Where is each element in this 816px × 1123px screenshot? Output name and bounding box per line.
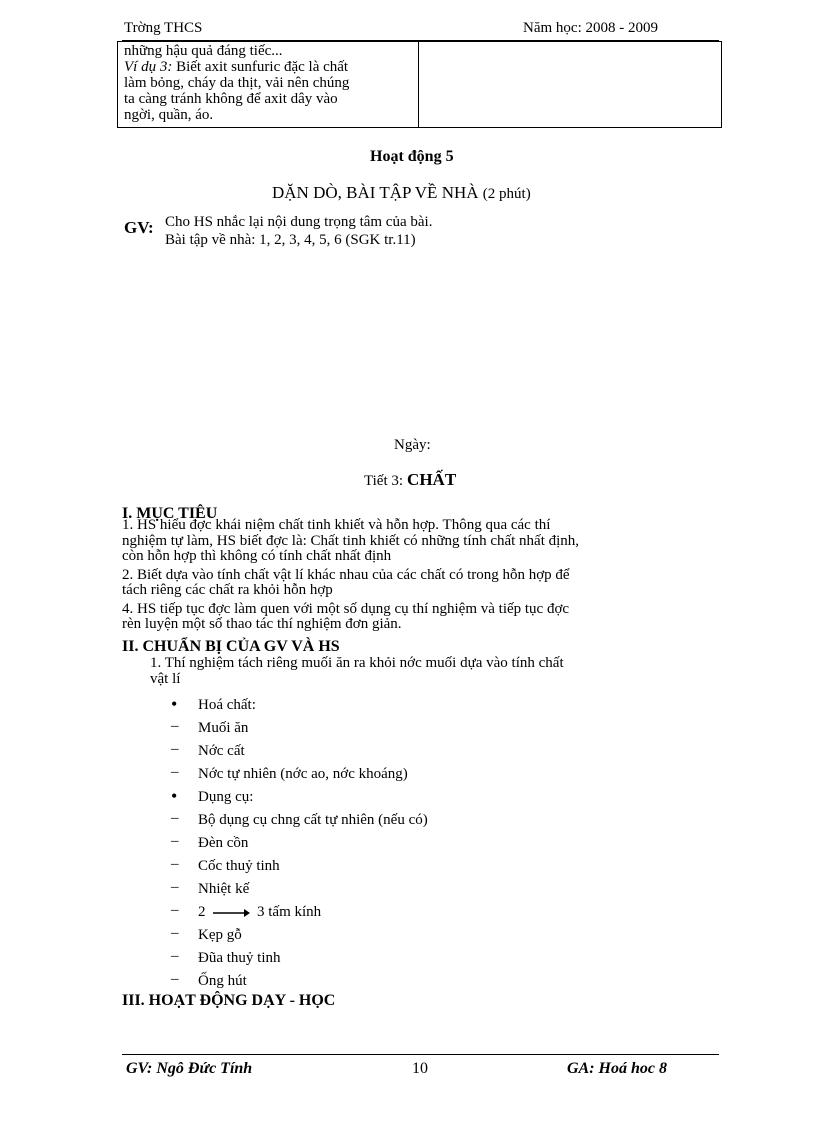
tiet-label: Tiết 3: (364, 473, 404, 489)
continuation-table (117, 41, 722, 128)
intro-line: vật lí (150, 671, 181, 687)
chemical-item: Nớc tự nhiên (nớc ao, nớc khoáng) (198, 766, 408, 782)
bullet-icon: • (171, 786, 178, 806)
dash-icon: – (171, 879, 179, 895)
section-2-intro (150, 655, 564, 687)
activity-title: Hoạt động 5 (370, 148, 454, 165)
activity-subtitle (272, 183, 531, 203)
table-line: những hậu quả đáng tiếc... (124, 43, 283, 59)
chemicals-label: Hoá chất: (198, 697, 256, 713)
tiet-title: CHẤT (407, 470, 457, 489)
dash-icon: – (171, 833, 179, 849)
glass-from: 2 (198, 904, 206, 920)
intro-line: 1. Thí nghiệm tách riêng muối ăn ra khỏi nớc muối dựa vào tính chất (150, 655, 564, 671)
footer-teacher: GV: Ngô Đức Tính (126, 1060, 253, 1077)
activity-duration: (2 phút) (482, 186, 531, 202)
dash-icon: – (171, 971, 179, 987)
lesson-title (364, 470, 456, 490)
tool-item: Đèn cồn (198, 835, 249, 851)
dash-icon: – (171, 741, 179, 757)
table-line: ngời, quần, áo. (124, 107, 214, 123)
date-label: Ngày: (394, 437, 431, 453)
chemical-item: Nớc cất (198, 743, 245, 759)
gv-line-1: Cho HS nhắc lại nội dung trọng tâm của bài. (165, 214, 433, 230)
dash-icon: – (171, 764, 179, 780)
tool-item: Kẹp gỗ (198, 927, 242, 943)
dash-icon: – (171, 925, 179, 941)
objective-line: tách riêng các chất ra khỏi hỗn hợp (122, 582, 333, 598)
example-label: Ví dụ 3: (124, 59, 173, 75)
footer-subject: GA: Hoá hoc 8 (567, 1060, 667, 1077)
tool-item: Cốc thuỷ tinh (198, 858, 280, 874)
chemical-item: Muối ăn (198, 720, 249, 736)
table-line: ta càng tránh không để axit dây vào (124, 91, 338, 107)
activity-subtitle-text: DẶN DÒ, BÀI TẬP VỀ NHÀ (272, 183, 479, 202)
objective-line: còn hỗn hợp thì không có tính chất nhất định (122, 548, 392, 564)
table-left-cell (124, 43, 349, 123)
tool-item: Ống hút (198, 973, 247, 989)
example-text: Biết axit sunfuric đặc là chất (172, 59, 349, 75)
tool-item: Nhiệt kế (198, 881, 250, 897)
tool-item: Đũa thuỷ tinh (198, 950, 281, 966)
glass-to: 3 tấm kính (257, 904, 322, 920)
gv-label: GV: (124, 218, 154, 237)
tools-label: Dụng cụ: (198, 789, 254, 805)
objective-line: rèn luyện một số thao tác thí nghiệm đơn giản. (122, 616, 402, 632)
table-column-divider (418, 42, 419, 127)
header-school-year: Năm học: 2008 - 2009 (523, 20, 658, 36)
table-line: làm bỏng, cháy da thịt, vải nên chúng (124, 75, 350, 91)
tool-item-glass (198, 904, 321, 921)
dash-icon: – (171, 902, 179, 918)
objective-line: 2. Biết dựa vào tính chất vật lí khác nhau của các chất có trong hỗn hợp để (122, 566, 570, 583)
gv-line-2: Bài tập về nhà: 1, 2, 3, 4, 5, 6 (SGK tr.11) (165, 232, 416, 248)
page-number: 10 (412, 1060, 428, 1077)
objective-line: 1. HS hiểu đợc khái niệm chất tinh khiết và hỗn hợp. Thông qua các thí (122, 517, 551, 533)
arrow-right-icon (211, 907, 251, 919)
section-2-heading: II. CHUẨN BỊ CỦA GV VÀ HS (122, 638, 340, 655)
section-1-heading: I. MỤC TIÊU (122, 505, 218, 522)
dash-icon: – (171, 718, 179, 734)
bullet-icon: • (171, 694, 178, 714)
objective-line: 4. HS tiếp tục đợc làm quen với một số dụng cụ thí nghiệm và tiếp tục đợc (122, 600, 570, 617)
footer-rule (122, 1054, 719, 1055)
objective-line: nghiệm tự làm, HS biết đợc là: Chất tinh khiết có những tính chất nhất định, (122, 532, 580, 549)
tool-item: Bộ dụng cụ chng cất tự nhiên (nếu có) (198, 812, 428, 828)
section-3-heading: III. HOẠT ĐỘNG DẠY - HỌC (122, 992, 336, 1009)
dash-icon: – (171, 810, 179, 826)
section-1-body (122, 518, 579, 633)
dash-icon: – (171, 948, 179, 964)
header-school: Trờng THCS (124, 20, 203, 36)
table-line (124, 59, 349, 75)
dash-icon: – (171, 856, 179, 872)
